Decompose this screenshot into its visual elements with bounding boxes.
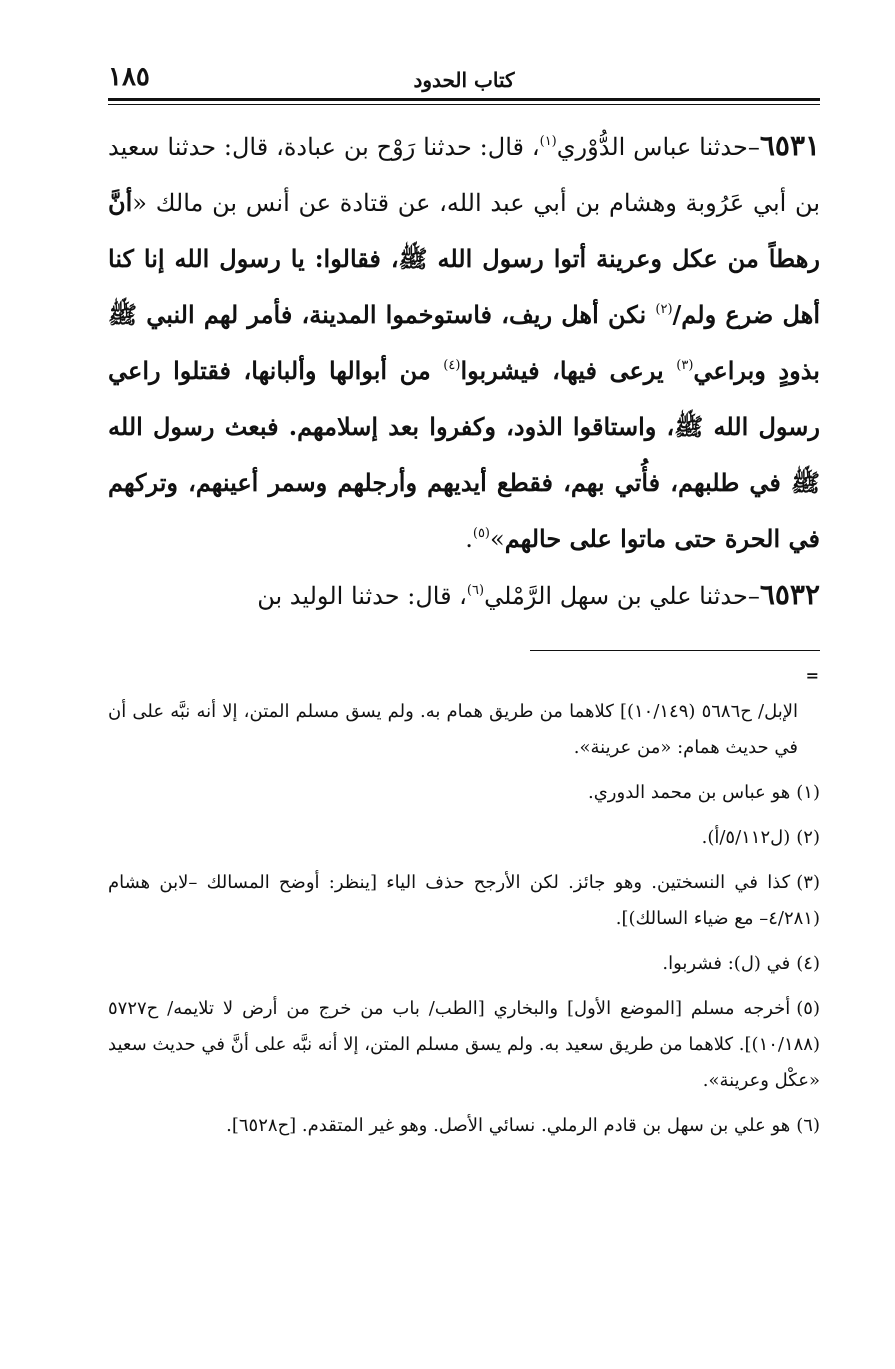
footnote-separator xyxy=(530,650,820,651)
main-text xyxy=(108,118,820,624)
footnote-continuation: الإبل/ ح٥٦٨٦ (١٠/١٤٩)] كلاهما من طريق همام به. ولم يسق مسلم المتن، إلا أنه نبَّه على أن في حديث همام: «من عرينة». xyxy=(108,701,798,758)
footnote-number: (٣) xyxy=(796,872,820,893)
footnote-ref: (٣) xyxy=(676,358,694,373)
hadith-6531 xyxy=(108,118,820,567)
footnote-number: (٥) xyxy=(796,998,820,1019)
isnad-text: ، قال: حدثنا الوليد بن xyxy=(257,582,467,610)
header-rule-thick xyxy=(108,98,820,101)
footnote-ref: (٥) xyxy=(472,526,490,541)
footnote-ref: (٢) xyxy=(655,302,673,317)
matn-text: يرعى فيها، فيشربوا xyxy=(460,356,677,385)
running-header xyxy=(108,60,820,98)
continuation-marker: = xyxy=(805,666,819,685)
footnote-item xyxy=(108,946,820,982)
header-rule-thin xyxy=(108,104,820,105)
quote-close: » xyxy=(490,525,505,553)
footnote-text: هو علي بن سهل بن قادم الرملي. نسائي الأصل. وهو غير المتقدم. [ح٦٥٢٨]. xyxy=(226,1115,791,1136)
footnote-ref: (١) xyxy=(539,134,557,149)
matn-text: نكن أهل ريف، فاستوخموا المدينة، فأمر لهم النبي ﷺ بذودٍ وبراعي xyxy=(108,300,820,385)
isnad-text: –حدثنا عباس الدُّوْري xyxy=(556,133,760,161)
period: . xyxy=(465,525,473,553)
isnad-text: ، قال: حدثنا رَوْح بن عبادة، قال: حدثنا سعيد بن أبي عَرُوبة وهشام بن أبي عبد الله، عن قتادة عن أنس بن مالك « xyxy=(108,133,820,217)
footnote-number: (٢) xyxy=(796,827,820,848)
matn-text: من أبوالها وألبانها، فقتلوا راعي رسول الله ﷺ، واستاقوا الذود، وكفروا بعد إسلامهم. فبعث رسول الله ﷺ في طلبهم، فأُتي بهم، فقطع أيديهم وأرجلهم وسمر أعينهم، وتركهم في الحرة حتى ماتوا على حالهم xyxy=(108,356,820,553)
footnotes xyxy=(108,694,820,1153)
footnote-text: في (ل): فشربوا. xyxy=(662,953,791,974)
matn-text: أنَّ رهطاً من عكل وعرينة أتوا رسول الله ﷺ، فقالوا: يا رسول الله إنا كنا أهل ضرع ولم/ xyxy=(108,188,820,329)
isnad-text: –حدثنا علي بن سهل الرَّمْلي xyxy=(484,582,760,610)
footnote-ref: (٤) xyxy=(443,358,461,373)
book-title: كتاب الحدود xyxy=(413,68,515,92)
page-number: ١٨٥ xyxy=(108,62,150,92)
footnote-number: (٦) xyxy=(796,1115,820,1136)
footnote-number: (١) xyxy=(796,782,820,803)
footnote-text: (ل٥/١١٢/أ). xyxy=(701,827,791,848)
footnote-text: كذا في النسختين. وهو جائز. لكن الأرجح حذف الياء [ينظر: أوضح المسالك –لابن هشام (٤/٢٨١– مع ضياء السالك)]. xyxy=(108,872,820,929)
footnote-item xyxy=(108,865,820,937)
footnote-item xyxy=(108,820,820,856)
hadith-number: ٦٥٣٢ xyxy=(759,578,820,611)
footnote-text: هو عباس بن محمد الدوري. xyxy=(588,782,791,803)
footnote-text: أخرجه مسلم [الموضع الأول] والبخاري [الطب/ باب من خرج من أرض لا تلايمه/ ح٥٧٢٧ (١٠/١٨٨)]. كلاهما من طريق سعيد به. ولم يسق مسلم المتن، إلا أنه نبَّه على أنَّ في حديث سعيد «عكْل وعرينة». xyxy=(108,998,820,1091)
hadith-6532 xyxy=(108,567,820,624)
footnote-ref: (٦) xyxy=(466,583,485,598)
footnote-number: (٤) xyxy=(796,953,820,974)
hadith-number: ٦٥٣١ xyxy=(759,129,821,162)
footnote-item xyxy=(108,991,820,1099)
footnote-item xyxy=(108,775,820,811)
footnote-item xyxy=(108,1108,820,1144)
